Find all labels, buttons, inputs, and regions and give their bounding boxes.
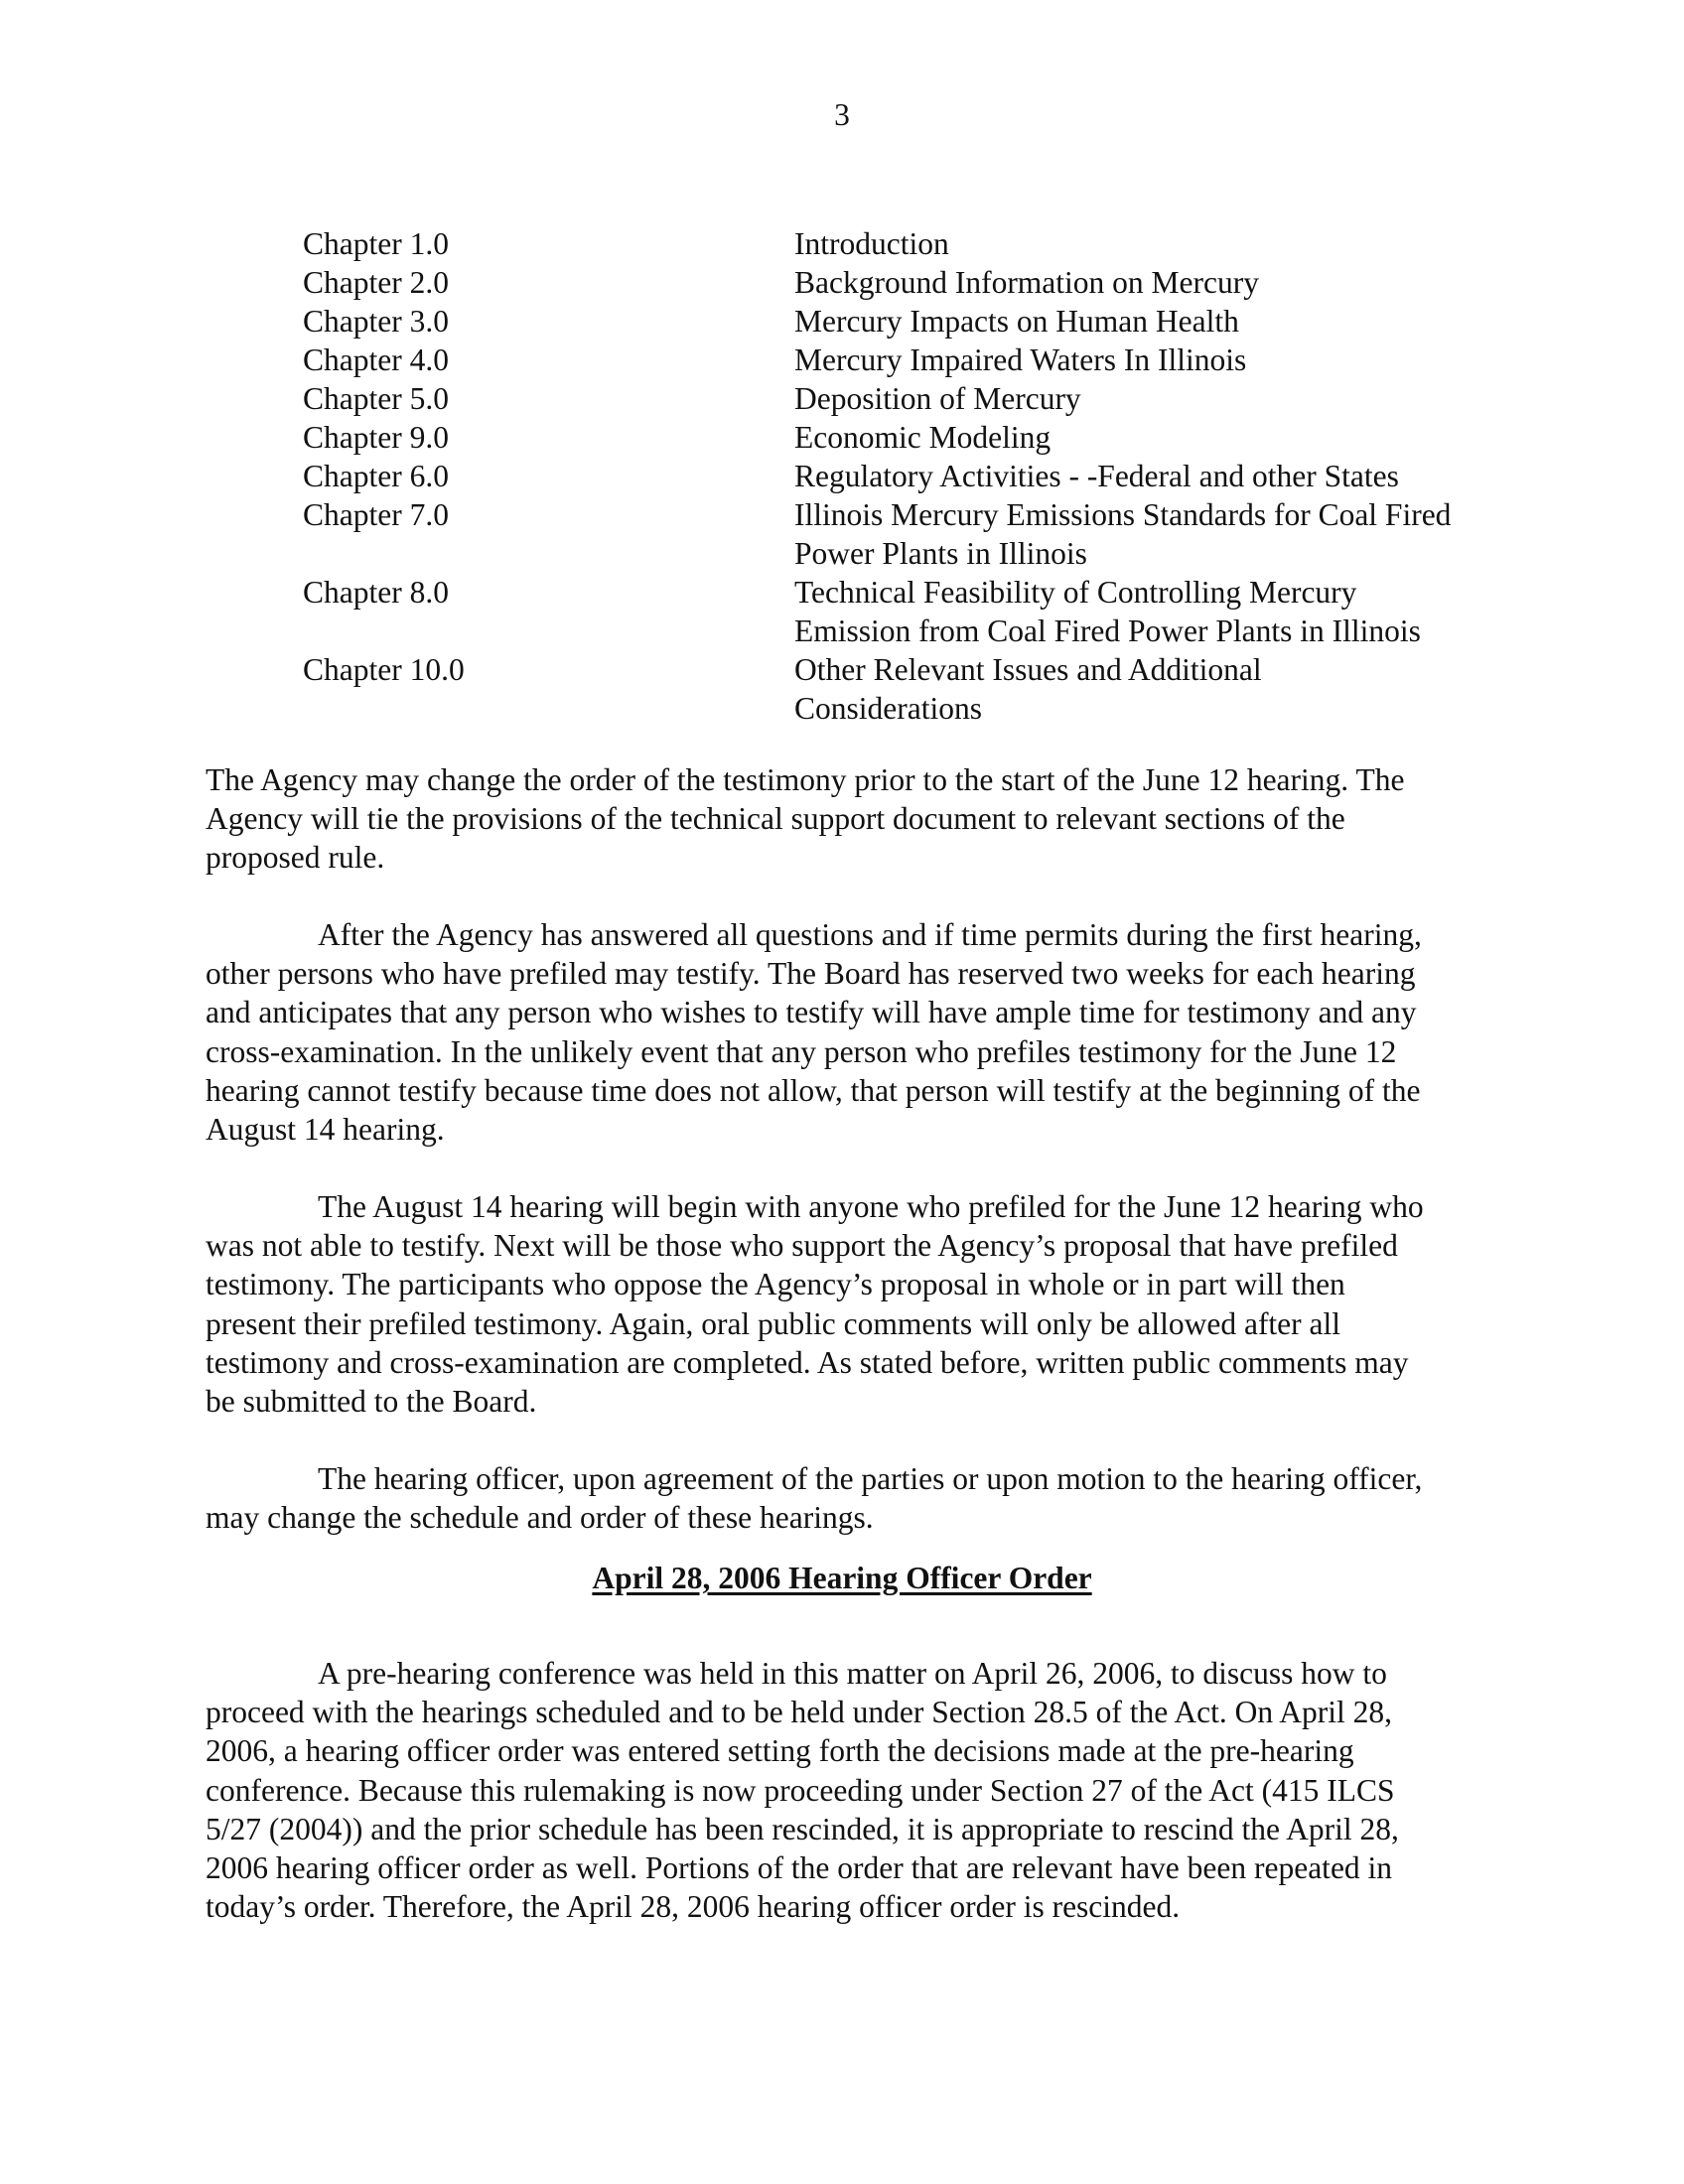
text-line: was not able to testify. Next will be those who support the Agency’s proposal that have prefiled xyxy=(206,1228,1398,1264)
chapter-title-line: Economic Modeling xyxy=(794,420,1052,455)
chapter-title-line: Deposition of Mercury xyxy=(794,381,1081,416)
text-line: proceed with the hearings scheduled and to be held under Section 28.5 of the Act. On April 28, xyxy=(206,1695,1392,1730)
chapter-title xyxy=(794,457,1489,495)
paragraph-order-change xyxy=(206,760,1491,878)
chapter-row xyxy=(303,263,1494,302)
text-line: August 14 hearing. xyxy=(206,1112,445,1148)
chapter-number: Chapter 6.0 xyxy=(303,459,449,493)
text-line: testimony and cross-examination are completed. As stated before, written public comments may xyxy=(206,1344,1409,1380)
text-line: present their prefiled testimony. Again, oral public comments will only be allowed after all xyxy=(206,1305,1341,1341)
text-line: The Agency may change the order of the testimony prior to the start of the June 12 hearing. The xyxy=(206,762,1405,797)
chapter-title-line: Introduction xyxy=(794,226,949,261)
text-line: other persons who have prefiled may testify. The Board has reserved two weeks for each hearing xyxy=(206,956,1416,992)
chapter-title-line: Considerations xyxy=(794,691,982,726)
text-line: today’s order. Therefore, the April 28, 2006 hearing officer order is rescinded. xyxy=(206,1889,1181,1925)
paragraph-agency-answers xyxy=(206,915,1491,1149)
chapter-list xyxy=(303,224,1494,728)
chapter-number: Chapter 3.0 xyxy=(303,304,449,339)
chapter-number: Chapter 10.0 xyxy=(303,652,465,687)
chapter-title xyxy=(794,263,1489,302)
chapter-title xyxy=(794,379,1489,418)
chapter-title-line: Technical Feasibility of Controlling Mercury xyxy=(794,575,1357,610)
chapter-title-line: Mercury Impacts on Human Health xyxy=(794,304,1239,339)
text-line: and anticipates that any person who wishes to testify will have ample time for testimony and any xyxy=(206,995,1417,1030)
chapter-title-line: Background Information on Mercury xyxy=(794,265,1259,300)
chapter-row xyxy=(303,379,1494,418)
text-line: testimony. The participants who oppose the Agency’s proposal in whole or in part will then xyxy=(206,1267,1345,1302)
text-line: hearing cannot testify because time does not allow, that person will testify at the beginning of the xyxy=(206,1072,1421,1108)
text-line: After the Agency has answered all questions and if time permits during the first hearing, xyxy=(318,917,1422,952)
chapter-title xyxy=(794,650,1489,728)
chapter-number: Chapter 2.0 xyxy=(303,265,449,300)
chapter-number: Chapter 4.0 xyxy=(303,342,449,377)
chapter-number: Chapter 8.0 xyxy=(303,575,449,610)
chapter-row xyxy=(303,341,1494,379)
chapter-number: Chapter 7.0 xyxy=(303,497,449,532)
chapter-title xyxy=(794,495,1489,573)
chapter-row xyxy=(303,650,1494,728)
text-line: 5/27 (2004)) and the prior schedule has been rescinded, it is appropriate to rescind the April 28, xyxy=(206,1811,1399,1846)
text-line: The hearing officer, upon agreement of the parties or upon motion to the hearing officer, xyxy=(318,1461,1423,1496)
chapter-number: Chapter 5.0 xyxy=(303,381,449,416)
text-line: 2006 hearing officer order as well. Portions of the order that are relevant have been repeated in xyxy=(206,1850,1393,1886)
chapter-row xyxy=(303,224,1494,263)
chapter-title-line: Other Relevant Issues and Additional xyxy=(794,652,1262,687)
chapter-title xyxy=(794,302,1489,341)
page-number: 3 xyxy=(834,97,850,132)
text-line: cross-examination. In the unlikely event that any person who prefiles testimony for the June 12 xyxy=(206,1033,1397,1069)
chapter-row xyxy=(303,573,1494,650)
paragraph-schedule-change xyxy=(206,1459,1491,1537)
chapter-title-line: Mercury Impaired Waters In Illinois xyxy=(794,342,1247,377)
chapter-row xyxy=(303,495,1494,573)
text-line: Agency will tie the provisions of the technical support document to relevant sections of the xyxy=(206,801,1345,837)
chapter-title-line: Illinois Mercury Emissions Standards for Coal Fired xyxy=(794,497,1452,532)
chapter-title-line: Emission from Coal Fired Power Plants in Illinois xyxy=(794,614,1421,648)
paragraph-prehearing-conference xyxy=(206,1654,1491,1926)
text-line: may change the schedule and order of these hearings. xyxy=(206,1500,874,1536)
chapter-title-line: Power Plants in Illinois xyxy=(794,536,1087,571)
text-line: The August 14 hearing will begin with anyone who prefiled for the June 12 hearing who xyxy=(318,1189,1424,1224)
chapter-title xyxy=(794,573,1489,650)
chapter-title-line: Regulatory Activities - -Federal and other States xyxy=(794,459,1399,493)
chapter-title xyxy=(794,418,1489,457)
chapter-row xyxy=(303,302,1494,341)
text-line: conference. Because this rulemaking is now proceeding under Section 27 of the Act (415 ILCS xyxy=(206,1772,1395,1808)
chapter-title xyxy=(794,341,1489,379)
text-line: 2006, a hearing officer order was entered setting forth the decisions made at the pre-hearing xyxy=(206,1733,1354,1769)
chapter-number: Chapter 9.0 xyxy=(303,420,449,455)
chapter-number: Chapter 1.0 xyxy=(303,226,449,261)
chapter-row xyxy=(303,457,1494,495)
section-heading: April 28, 2006 Hearing Officer Order xyxy=(592,1561,1092,1595)
text-line: A pre-hearing conference was held in this matter on April 26, 2006, to discuss how to xyxy=(318,1656,1387,1691)
chapter-title xyxy=(794,224,1489,263)
paragraph-august-hearing xyxy=(206,1187,1491,1421)
text-line: proposed rule. xyxy=(206,840,385,876)
text-line: be submitted to the Board. xyxy=(206,1384,537,1420)
chapter-row xyxy=(303,418,1494,457)
